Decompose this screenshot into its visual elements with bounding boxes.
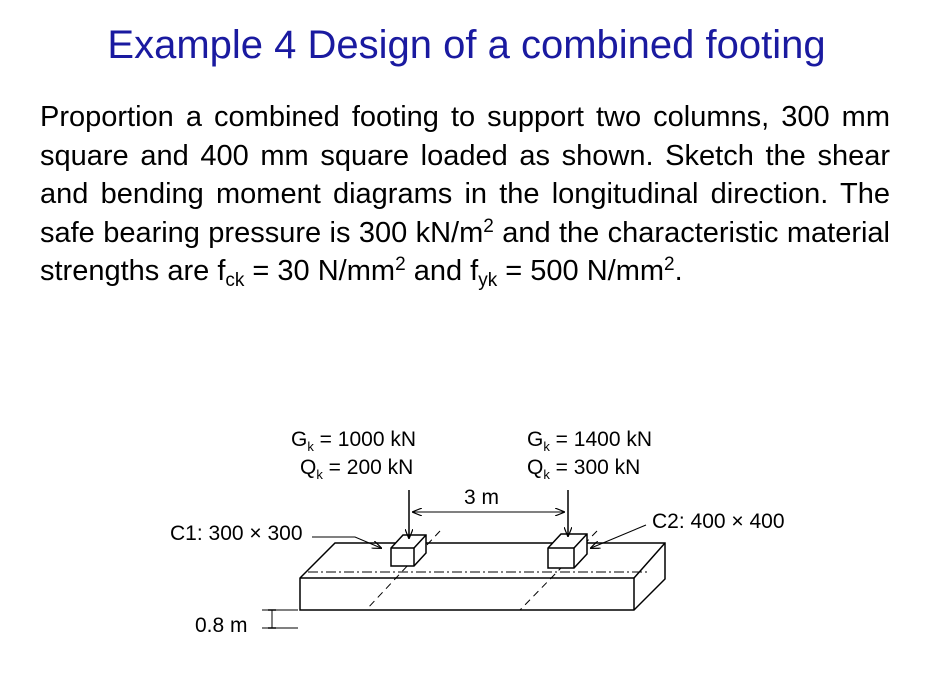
footing-slab xyxy=(300,543,665,610)
problem-text-4: and f xyxy=(405,255,479,287)
exponent-2: 2 xyxy=(395,254,406,275)
problem-text-3: = 30 N/mm xyxy=(244,255,396,287)
problem-text-1: Proportion a combined footing to support two columns, 300 mm square and 400 mm square loaded as shown. Sketch the shear and bending moment diagrams in the longitudinal direction. The safe bearing pressure is 300 kN/m xyxy=(40,101,890,249)
c2-size-label: C2: 400 × 400 xyxy=(652,510,785,533)
exponent-3: 2 xyxy=(664,254,675,275)
c1-variable-load: $Q_k = 200$ kN xyxy=(300,456,414,482)
spacing-label: 3 m xyxy=(464,486,500,509)
c1-size-label: C1: 300 × 300 xyxy=(170,522,303,545)
page-title: Example 4 Design of a combined footing xyxy=(107,23,826,67)
problem-text-6: . xyxy=(674,255,683,287)
subscript-yk: yk xyxy=(478,270,498,291)
c2-permanent-load: $G_k = 1400$ kN xyxy=(527,428,652,454)
subscript-ck: ck xyxy=(225,270,245,291)
c1-permanent-load: $G_k = 1000$ kN xyxy=(291,428,416,454)
problem-text-2: and the characteristic material strengths are f xyxy=(40,216,890,287)
depth-dimension xyxy=(262,610,298,628)
c2-variable-load: $Q_k = 300$ kN xyxy=(527,456,641,482)
depth-label: 0.8 m xyxy=(195,614,248,637)
exponent-1: 2 xyxy=(483,215,494,237)
problem-text-5: = 500 N/mm xyxy=(497,255,665,287)
